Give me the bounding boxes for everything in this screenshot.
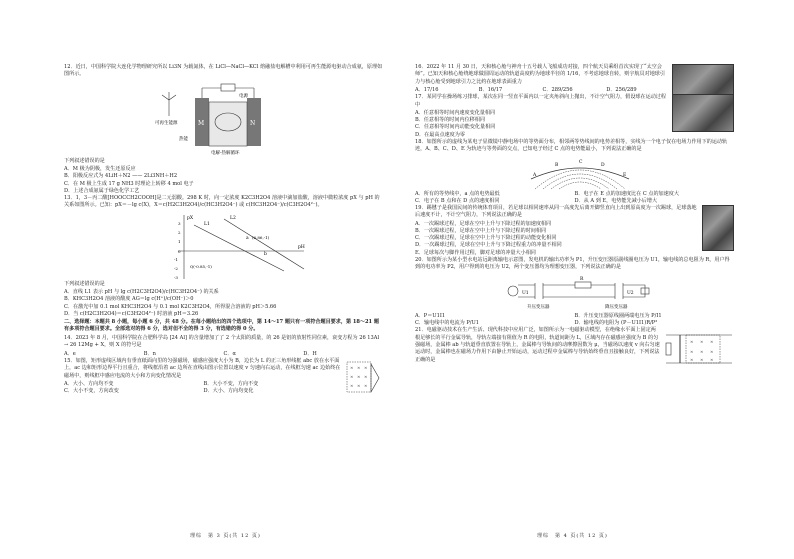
q17-option-c: C．任意相等时间内动能变化量相同 <box>415 124 496 131</box>
q19-option-c: C．一次踢球过程，足球在空中上升与下降过程的动能变化相同 <box>415 235 557 242</box>
svg-text:×: × <box>364 373 368 379</box>
q14-option-c: C．α <box>223 350 236 357</box>
q12-stem: 12．近日，中国科学院大连化学物理研究所以 Li3N 为载氮体，在 LiCl—NaCl—KCl 熔融盐电解槽中利用可再生能源电驱动合成氨，原理如图所示。 <box>64 64 383 78</box>
q17-option-a: A．任意相等时间内速度变化量相同 <box>415 110 496 117</box>
q13-point-q-label: Q(-0.85,-1) <box>190 263 212 269</box>
q20-u2-label: U2 <box>627 290 634 296</box>
svg-text:×: × <box>700 339 704 345</box>
q18-option-a: A．所有的等势线中，a 点的电势最低 <box>415 190 500 197</box>
q12-heat-label: 热能 <box>179 136 188 142</box>
question-14 <box>64 335 383 358</box>
q13-ytick-m2: -2 <box>174 265 178 271</box>
q18-option-b: B．电子在 E 点的加速度比在 C 点的加速度大 <box>574 190 679 197</box>
q13-option-b: B．KHC3H2O4 溶液的酸度 AG＝lg c(H⁺)/c(OH⁻)＞0 <box>64 296 194 303</box>
svg-text:×: × <box>357 364 361 370</box>
q13-point-b-label: b <box>264 251 267 257</box>
svg-text:×: × <box>710 349 714 355</box>
q18-label-a: A <box>533 172 537 178</box>
svg-text:×: × <box>350 373 354 379</box>
q14-option-d: D．H <box>303 350 317 357</box>
q12-m-label: M <box>198 119 205 127</box>
svg-text:×: × <box>700 349 704 355</box>
q21-rails-figure <box>664 329 734 369</box>
q16-stem: 16．2022 年 11 月 30 日，天和核心舱与神舟十五号载人飞船成功对接，四个航天员乘组首次实现了“太空会师”。已知天和核心舱绕地球做圆周运动的轨道高度约为地球半径的 1/16，不考虑地球自转，则宇航员对地球引力与核心舱受到地球引力之比约在地球表面重力 <box>415 64 665 85</box>
q13-point-a-label: a <box>246 235 249 241</box>
q13-option-c: C．在激光中加 0.1 mol KHC3H2O4 与 0.1 mol K2C3H2O4，所得混合溶液的 pH＞5.66 <box>64 303 277 310</box>
page-4-footer: 理综 第 4 页(共 12 页) <box>537 533 608 539</box>
q19-option-d: D．一次踢球过程，足球在空中上升与下降过程重力的冲量不相同 <box>415 242 562 249</box>
q13-l2-label: L2 <box>230 215 236 221</box>
q13-ytick-m3: -3 <box>174 274 178 280</box>
q15-magnetic-field-figure <box>345 360 383 396</box>
q13-option-d: D．当 c(H2C3H2O4)＝c(C3H2O4²⁻) 时溶液 pH＝3.26 <box>64 310 199 317</box>
q13-stem: 13．1，3－丙二酸[HOOCCH2COOH]是二元弱酸。298 K 时，向一定浓度 K2C3H2O4 溶液中滴加盐酸，溶液中微粒浓度 pX 与 pH 的关系如图所示。已知：pX＝－lg c(X)，X＝c(H2C3H2O4)/c(HC3H2O4⁻) 或 c(HC3H2O4⁻)/c(C3H2O4²⁻)。 <box>64 195 380 209</box>
q15-option-d: D．大小、方向均变化 <box>203 388 254 395</box>
q20-option-c: C．输电线中的电流为 P/U1 <box>415 319 480 326</box>
q18-option-d: D．从 A 到 E，电势能先减小后增大 <box>574 197 658 204</box>
q13-px-ph-graph <box>164 211 314 281</box>
page-3-footer: 理综 第 3 页(共 12 页) <box>190 533 261 539</box>
q19-kicking-photo <box>702 205 734 251</box>
svg-text:×: × <box>357 382 361 388</box>
q20-option-a: A．P＝U1I1 <box>415 312 446 319</box>
question-17 <box>415 94 734 139</box>
q20-stem: 20．如图所示为某小型水电站远距离输电示意图，发电机的输出功率为 P1，升压变压器原副线圈电压为 U1，输电线的总电阻为 R，用户得到的电功率为 P2，用户得到的电压为 U2，两个变压器均为理想变压器，下列说法正确的是 <box>415 256 730 271</box>
svg-text:×: × <box>700 357 704 363</box>
q17-stem: 17．某同学在操场练习排球，某次在同一竖直平面内以一定夹角斜向上抛出，不计空气阻力，假设球在运动过程中 <box>415 94 666 108</box>
question-15 <box>64 358 383 396</box>
q20-options <box>415 313 734 327</box>
q21-stem: 21．电磁驱动技术在生产生活、现代科技中应用广泛，如图所示为一电磁驱动模型，在绝缘水平面上固定两根足够长的平行金属导轨，导轨左端接有阻值为 R 的电阻，轨道间距为 L，区域内存在磁感应强度为 B 的匀强磁场，金属棒 ab 与轨道垂直放置在导轨上，金属棒与导轨间的动摩擦因数为 μ，当磁场以速度 v 向右匀速运动时，金属棒也在磁场力作用下由静止开始运动，运动过程中金属棒与导轨始终垂直且接触良好，下列说法正确的是 <box>415 327 660 363</box>
q15-stem: 15．如图，矩形虚线区域内有垂直纸面向里的匀强磁场，磁感应强度大小为 B，边长为 L 的正三角形线框 abc 放在水平面上，ac 边和矩形边界平行且重合，将线框沿着 ac 边所在直线由图示位置以速度 v 匀速向右运动，在线框匀速 ac 边始终在磁场中，则线框中感应电流的大小和方向变化情况是 <box>64 357 341 379</box>
q13-ytick-2: 2 <box>178 229 181 235</box>
q19-option-a: A．一次踢球过程，足球在空中上升与下降过程的加速度相同 <box>415 220 552 227</box>
q16-option-c: C．289/256 <box>542 87 573 94</box>
q12-option-b: B．阳极反应式为 4LiH＋N2 —— 2Li3NH＋H2 <box>64 173 178 180</box>
question-19 <box>415 205 734 257</box>
q15-option-a: A．大小、方向均不变 <box>64 380 114 387</box>
q20-resistor-label: R <box>580 276 584 282</box>
q14-options <box>64 351 383 358</box>
q14-stem: 14．2023 年 8 月，中国科学院在合肥科学岛 [24 Al] 的含量增加了了 2 个太阳的质量，的 26 是铝的放射性同位素，衰变方程为 26 13Al → 26 12Mg + X，则 X 的符号是 <box>64 334 380 349</box>
q20-option-b: B．升压变压器原线圈两端电压为 P/I1 <box>574 312 662 319</box>
q13-point-a-coord: (6.86,-1) <box>252 234 270 240</box>
q15-option-c: C．大小不变，方向改变 <box>64 388 119 395</box>
section-2-heading: 二、选择题：本题共 8 小题，每小题 6 分，共 48 分。在每小题给出的四个选项中，第 14～17 题只有一项符合题目要求，第 18～21 题有多项符合题目要求。全部选对的得 6 分，选对但不全的得 3 分，有选错的得 0 分。 <box>64 319 379 333</box>
q12-option-c: C．在 M 极上生成 17 g NH3 时理论上转移 4 mol 电子 <box>64 180 194 187</box>
svg-text:×: × <box>710 357 714 363</box>
q19-option-e: E．足球每次与脚作用过程，脚对足球的冲量大小相同 <box>415 249 536 256</box>
q17-option-b: B．任意相等的时间内位移相同 <box>415 117 485 124</box>
q15-options <box>64 381 343 395</box>
q16-option-a: A．17/16 <box>415 87 439 94</box>
svg-text:×: × <box>710 339 714 345</box>
q18-label-c: C <box>579 159 583 165</box>
svg-text:×: × <box>357 373 361 379</box>
q18-label-e: E <box>623 172 627 178</box>
q13-line-l2 <box>224 219 304 269</box>
q12-source-label: 可再生能源 <box>155 120 178 126</box>
q13-option-a: A．直线 L1 表示 pH 与 lg c(H2C3H2O4)/c(HC3H2O4⁻) 的关系 <box>64 289 219 296</box>
svg-text:×: × <box>364 382 368 388</box>
q19-option-b: B．一次踢球过程，足球在空中上升与下降过程的时间相同 <box>415 228 547 235</box>
q12-power-label: 电源 <box>239 93 248 99</box>
q13-prompt: 下列叙述错误的是 <box>64 280 105 287</box>
question-20 <box>415 257 734 327</box>
q20-u1-label: U1 <box>522 290 529 296</box>
q19-stem: 19．踢毽子是我国民间的传统体育项目，若足球以相同速率从同一高度先后离开脚竖直向上出到原高度为一次踢球，足球落地后速度不计，不计空气阻力，下列说法正确的是 <box>415 205 697 219</box>
svg-text:×: × <box>364 364 368 370</box>
q18-option-c: C．电子在 B 点和在 D 点的速度相同 <box>415 197 500 204</box>
q13-ytick-m1: -1 <box>174 256 178 262</box>
q17-option-d: D．在最高点速度为零 <box>415 131 465 138</box>
svg-text:×: × <box>350 364 354 370</box>
question-12 <box>64 64 383 195</box>
q13-ytick-0: 0 <box>178 248 181 254</box>
svg-text:×: × <box>690 339 694 345</box>
question-21 <box>415 327 734 364</box>
q12-n-label: N <box>250 119 256 127</box>
page-4 <box>397 0 794 559</box>
q18-options <box>415 191 734 205</box>
svg-text:×: × <box>690 357 694 363</box>
q20-step-down-label: 降压变压器 <box>605 304 628 310</box>
q13-ytick-1: 1 <box>178 238 181 244</box>
q20-transmission-circuit <box>505 273 665 313</box>
q20-step-up-label: 升压变压器 <box>527 304 550 310</box>
q18-equipotential-figure <box>525 155 635 191</box>
q12-option-a: A．M 极为阴极，发生还原反应 <box>64 166 136 173</box>
question-18 <box>415 139 734 205</box>
q20-option-d: D．输电线的电阻为 (P－U1I1)R/P² <box>574 319 658 326</box>
q13-ytick-3: 3 <box>178 220 181 226</box>
q18-stem: 18．如图所示的虚线为某电子显微镜中静电场中的等势面分布，相邻两等势线间的电势差相等，实线为一个电子仅在电场力作用下的运动轨迹，A、B、C、D、E 为轨迹与等势面的交点，已知电子经过 C 点的电势能最小，下列说法正确的是 <box>415 138 728 153</box>
q16-option-d: D．256/289 <box>606 87 637 94</box>
q12-electrolysis-figure <box>149 80 299 158</box>
q14-option-b: B．n <box>143 350 156 357</box>
q13-ylabel: pX <box>187 215 194 221</box>
q12-cycle-label: 电解-热解循环 <box>211 150 240 156</box>
svg-text:×: × <box>690 349 694 355</box>
wind-turbine-icon <box>162 92 176 116</box>
q18-label-d: D <box>601 162 605 168</box>
q15-option-b: B．大小不变，方向不变 <box>203 380 259 387</box>
q12-option-d: D．上述合成氨属于绿色化学工艺 <box>64 187 140 194</box>
q18-label-b: B <box>555 162 559 168</box>
q17-volleyball-photo <box>672 94 734 132</box>
q12-prompt: 下列叙述错误的是 <box>64 157 105 164</box>
q13-l1-label: L1 <box>204 221 210 227</box>
svg-text:×: × <box>350 382 354 388</box>
q14-option-a: A．e <box>64 350 76 357</box>
q16-option-b: B．16/17 <box>478 87 503 94</box>
q13-xlabel: pH <box>298 244 305 250</box>
question-16 <box>415 64 734 94</box>
question-13 <box>64 195 383 318</box>
